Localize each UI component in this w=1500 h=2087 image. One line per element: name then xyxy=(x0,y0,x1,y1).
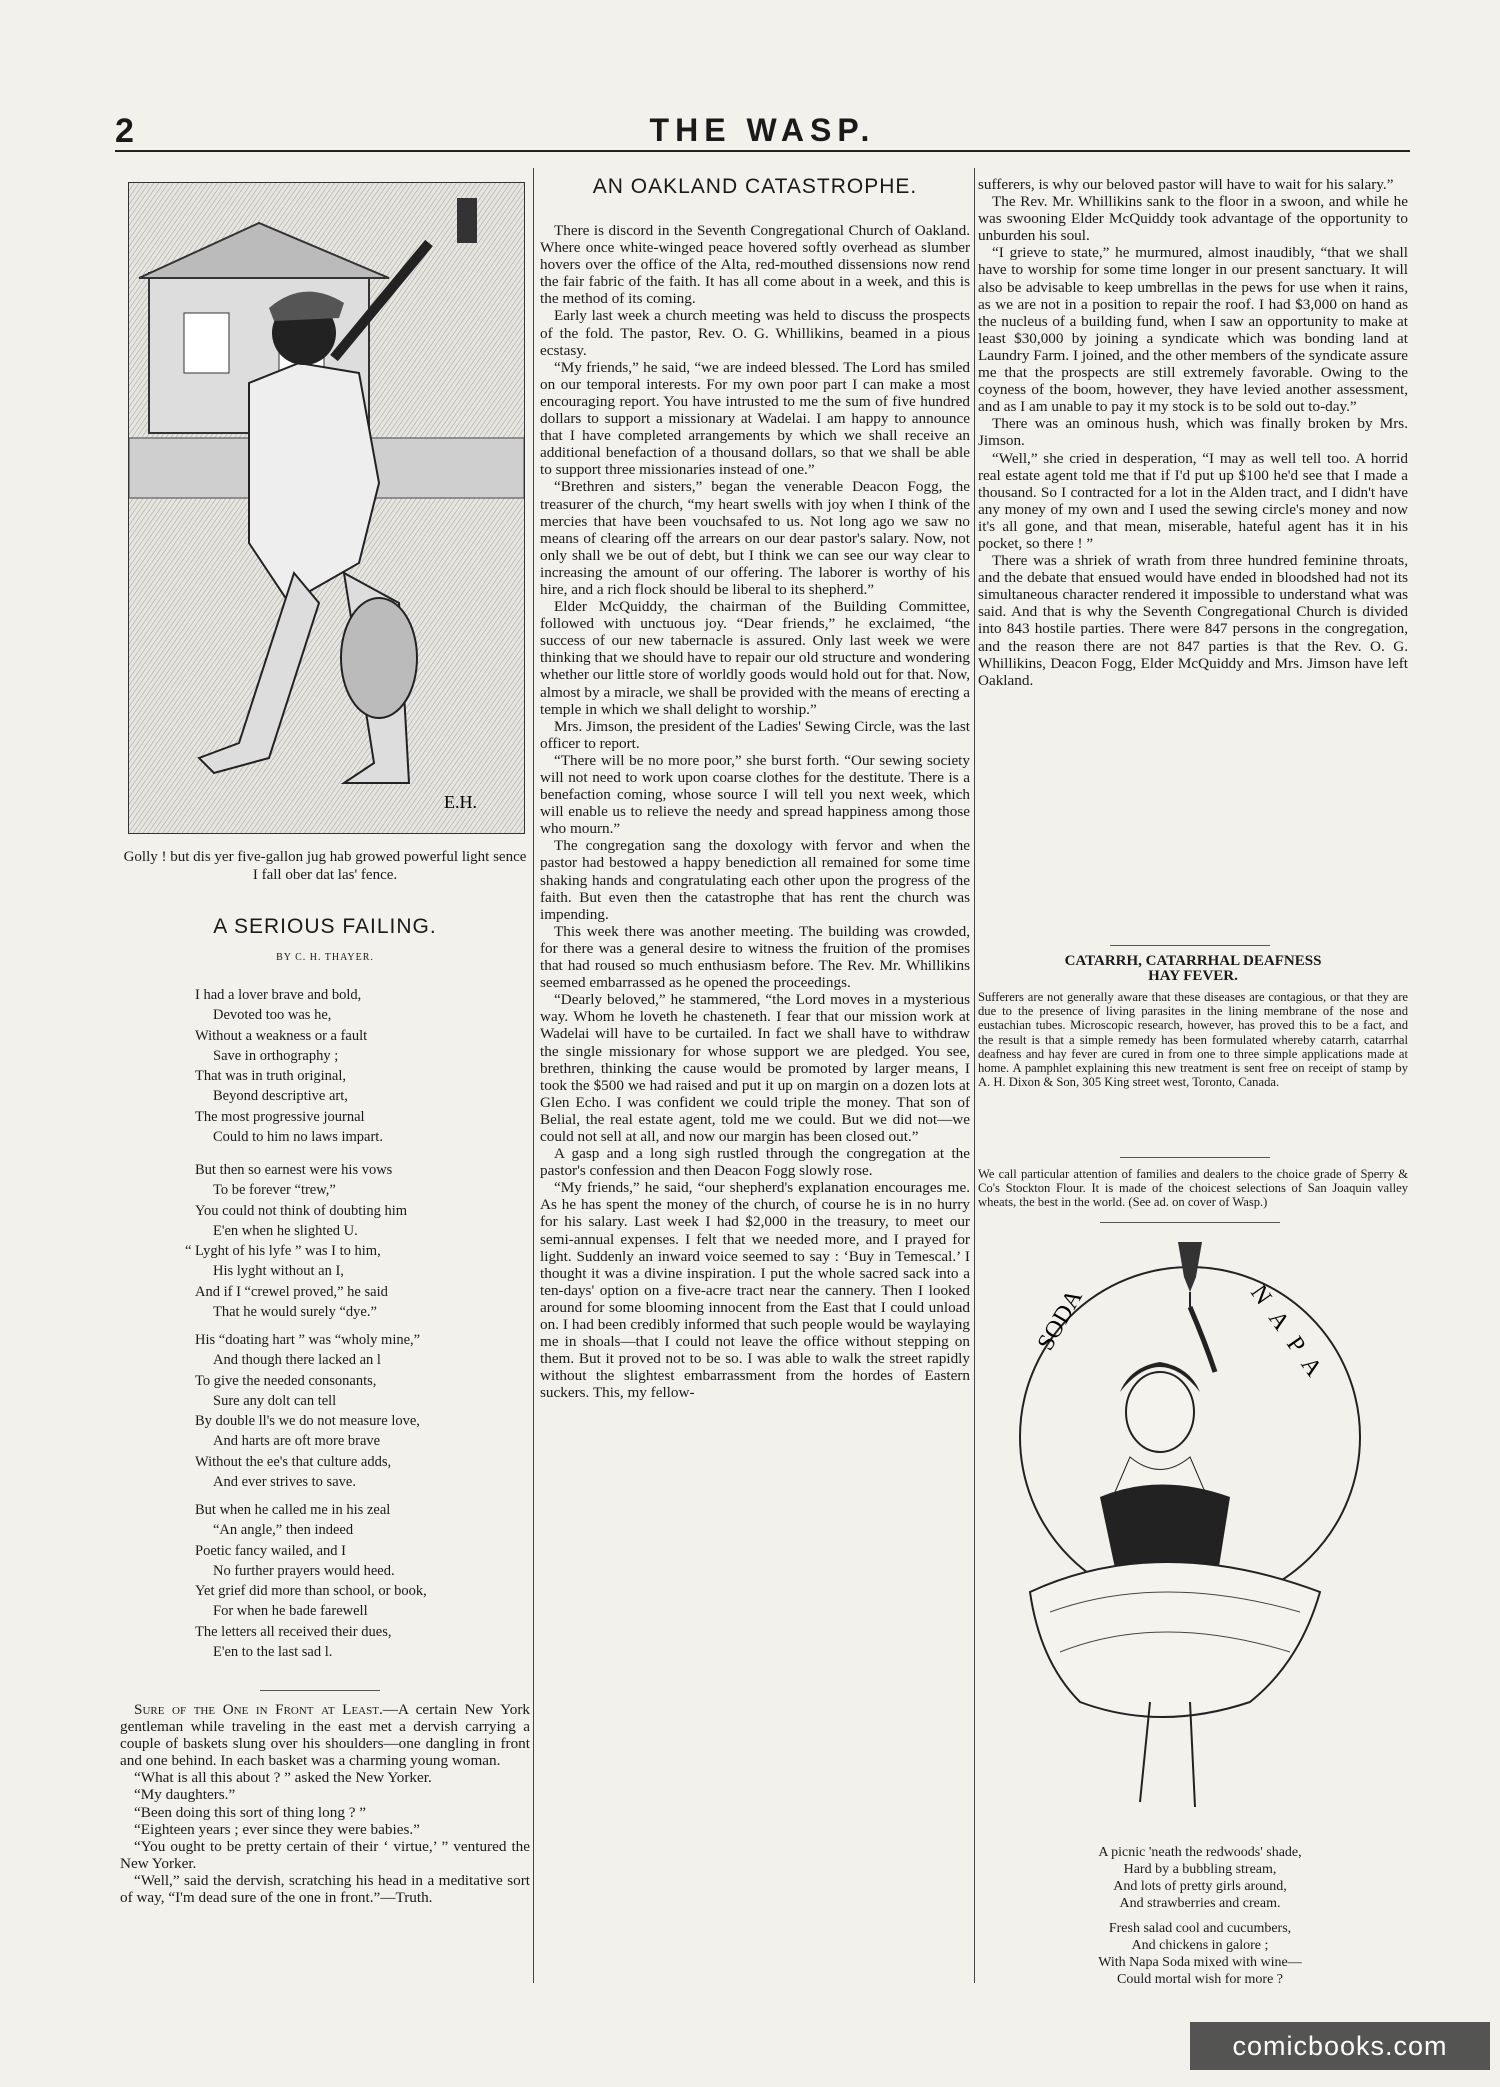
column-rule xyxy=(974,168,975,1983)
article-paragraph: “Brethren and sisters,” began the venerable Deacon Fogg, the treasurer of the church, “my heart swells with joy when I think of the mercies that have been vouchsafed to us. Not long ago we saw no means of clearing off the arrears on our dear pastor's salary. Now, not only shall we be out of debt, but I think we can see our way clear to increasing the amount of our offering. The laborer is worthy of his hire, and a rich flock should be liberal to its shepherd.” xyxy=(540,478,970,598)
verse-line: Fresh salad cool and cucumbers, xyxy=(1108,1921,1292,1936)
poem-line: Poetic fancy wailed, and I xyxy=(195,1542,346,1559)
article-paragraph: “My friends,” he said, “our shepherd's explanation encourages me. As he has spent the money of the church, of course he is in no hurry for his salary. Last week I had $2,000 in the treasury, to meet our semi-annual expenses. I felt that we needed more, and I prayed for light. Suddenly an inward voice seemed to say : ‘Buy in Temescal.’ I thought it was a divine inspiration. I put the whole sacred sack into a ten-days' option on a five-acre tract near the cannery. Then I looked around for some blooming innocent from the East that I could unload on. I had been credibly informed that such people would be waylaying me in shoals—that I could not leave the office without stepping on them. But it proved not to be so. I was able to walk the street rapidly without the slightest embarrassment from the hordes of Eastern suckers. This, my fellow- xyxy=(540,1179,970,1402)
article-paragraph: sufferers, is why our beloved pastor will have to wait for his salary.” xyxy=(978,176,1394,193)
anecdote-heading: Sure of the One in Front at Least. xyxy=(134,1701,383,1718)
page-header xyxy=(115,110,1410,152)
poem-line: Sure any dolt can tell xyxy=(213,1392,337,1409)
poem-line: Devoted too was he, xyxy=(213,1007,332,1024)
poem-line: E'en to the last sad l. xyxy=(213,1644,333,1661)
poem-line: By double ll's we do not measure love, xyxy=(195,1413,420,1430)
poem-line: “ Lyght of his lyfe ” was I to him, xyxy=(185,1243,381,1260)
poem-line: But then so earnest were his vows xyxy=(195,1162,393,1178)
article-paragraph: There is discord in the Seventh Congregational Church of Oakland. Where once white-winged peace hovered softly overhead as slumber hovers over the office of the Alta, red-mouthed dissensions now rend the fair fabric of the faith. It has all come about in a week, and this is the method of its coming. xyxy=(540,222,970,308)
watermark: comicbooks.com xyxy=(1190,2022,1490,2070)
poem-line: The most progressive journal xyxy=(195,1108,365,1125)
verse-line: And lots of pretty girls around, xyxy=(1113,1879,1287,1894)
divider xyxy=(1100,1222,1280,1223)
poem-line: And harts are oft more brave xyxy=(213,1433,381,1450)
article-continuation xyxy=(978,176,1408,689)
poem-stanza xyxy=(195,1330,535,1492)
catarrh-advert-text: Sufferers are not generally aware that these diseases are contagious, or that they are due to the presence of living parasites in the lining membrane of the nose and eustachian tubes. Microscopic research, however, has proved this to be a fact, and the result is that a simple remedy has been formulated whereby catarrh, catarrhal deafness and hay fever are cured in from one to three simple applications made at home. A pamphlet explaining this new treatment is sent free on receipt of stamp by A. H. Dixon & Son, 305 King street west, Toronto, Canada. xyxy=(978,990,1408,1090)
article-paragraph: The Rev. Mr. Whillikins sank to the floor in a swoon, and while he was swooning Elder McQuiddy took advantage of the opportunity to unburden his soul. xyxy=(978,193,1408,245)
poem-line: To give the needed consonants, xyxy=(195,1372,377,1389)
poem-line: And if I “crewel proved,” he said xyxy=(195,1283,388,1300)
napa-verse xyxy=(1000,1920,1400,1988)
anecdote-paragraph: “Well,” said the dervish, scratching his head in a meditative sort of way, “I'm dead sure of the one in front.”—Truth. xyxy=(120,1871,530,1907)
divider xyxy=(260,1690,380,1691)
verse-line: And strawberries and cream. xyxy=(1119,1896,1281,1911)
article-paragraph: “My friends,” he said, “we are indeed blessed. The Lord has smiled on our temporal interests. For my own poor part I can make a most encouraging report. You have intrusted to me the sum of five hundred dollars to support a missionary at Wadelai. I am happy to announce that I have completed arrangements by which we shall receive an additional benefaction of a thousand dollars, so that we shall be able to support three missionaries instead of one.” xyxy=(540,358,970,479)
poem-stanza xyxy=(195,985,535,1147)
flour-notice: We call particular attention of families and dealers to the choice grade of Sperry & Co's Stockton Flour. It is made of the choicest selections of San Joaquin valley wheats, the best in the world. (See ad. on cover of Wasp.) xyxy=(978,1167,1408,1210)
article-body xyxy=(540,222,970,1401)
anecdote-paragraph: “Eighteen years ; ever since they were babies.” xyxy=(134,1820,420,1838)
article-title: AN OAKLAND CATASTROPHE. xyxy=(592,175,918,198)
anecdote-paragraph: Sure of the One in Front at Least.—A certain New York gentleman while traveling in the east met a dervish carrying a couple of baskets slung over his shoulders—one dangling in front and one behind. In each basket was a charming young woman. xyxy=(120,1701,530,1770)
article-paragraph: “Dearly beloved,” he stammered, “the Lord moves in a mysterious way. Whom he loveth he chasteneth. I fear that our mission work at Wadelai will have to be curtailed. In fact we shall have to withdraw the single missionary for whose support we are pledged. You see, brethren, thinking the cause would be promoted by larger means, I took the $500 we had raised and put it up on margin on a dozen lots at Glen Echo. I was confident we could triple the money. That son of Belial, the real estate agent, told me we could. But we did not—we could not sell at all, and now our margin has been closed out.” xyxy=(540,991,970,1145)
verse-line: With Napa Soda mixed with wine— xyxy=(1098,1955,1302,1970)
poem-line: You could not think of doubting him xyxy=(195,1202,408,1219)
article-paragraph: This week there was another meeting. The building was crowded, for there was a general desire to witness the fruition of the promises that had roused so much enthusiasm before. The Rev. Mr. Whillikins seemed embarrassed as he opened the proceedings. xyxy=(540,922,970,992)
poem-stanza xyxy=(185,1160,535,1322)
poem-line: The letters all received their dues, xyxy=(195,1623,392,1640)
poem-line: No further prayers would heed. xyxy=(213,1562,395,1579)
poem-line: But when he called me in his zeal xyxy=(195,1502,391,1518)
poem-line: Without the ee's that culture adds, xyxy=(195,1453,392,1470)
divider xyxy=(1110,945,1270,946)
verse-line: Hard by a bubbling stream, xyxy=(1123,1862,1277,1877)
article-paragraph: “There will be no more poor,” she burst forth. “Our sewing society will not need to work upon coarse clothes for the destitute. There is a benefaction coming, whose source I will tell you next week, which will enable us to relieve the needy and spread happiness among those who mourn.” xyxy=(540,751,970,838)
anecdote-paragraph: “What is all this about ? ” asked the New Yorker. xyxy=(134,1769,432,1787)
poem-line: “An angle,” then indeed xyxy=(213,1522,354,1539)
poem-line: Yet grief did more than school, or book, xyxy=(195,1583,427,1600)
article-paragraph: Elder McQuiddy, the chairman of the Building Committee, followed with unctuous joy. “Dear friends,” he exclaimed, “the success of our new tabernacle is assured. Only last week we were thinking that we should have to repair our old structure and wondering whether our little store of worldly goods would hold out for that. Now, almost by a miracle, we shall be provided with the means of erecting a temple in which we shall delight to worship.” xyxy=(540,598,970,718)
poem-line: Beyond descriptive art, xyxy=(213,1088,348,1105)
poem-line: To be forever “trew,” xyxy=(213,1182,336,1199)
anecdote-sure-of-one xyxy=(120,1701,530,1906)
anecdote-paragraph: “My daughters.” xyxy=(134,1786,236,1804)
article-paragraph: The congregation sang the doxology with fervor and when the pastor had bestowed a happy benediction all remained for some time shaking hands and congratulating each other upon the progress of the faith. But even then the catastrophe that has rent the church was impending. xyxy=(540,837,970,923)
poem-title: A SERIOUS FAILING. xyxy=(213,915,437,938)
cartoon-illustration xyxy=(128,182,525,834)
poem-line: For when he bade farewell xyxy=(213,1603,368,1620)
anecdote-paragraph: “You ought to be pretty certain of their ‘ virtue,’ ” ventured the New Yorker. xyxy=(120,1837,530,1872)
verse-line: And chickens in galore ; xyxy=(1131,1938,1269,1953)
verse-line: A picnic 'neath the redwoods' shade, xyxy=(1098,1845,1302,1860)
article-paragraph: There was a shriek of wrath from three hundred feminine throats, and the debate that ensued would have ended in bloodshed had not its simultaneous character rendered it impossible to understand what was said. And that is why the Seventh Congregational Church is divided into 843 hostile parties. There were 847 persons in the congregation, and the reason there are not 847 parties is that the Rev. O. G. Whillikins, Deacon Fogg, Elder McQuiddy and Mrs. Jimson have left Oakland. xyxy=(978,552,1408,689)
poem-byline: BY C. H. THAYER. xyxy=(276,952,374,963)
poem-line: That he would surely “dye.” xyxy=(213,1304,377,1321)
poem-line: His lyght without an I, xyxy=(213,1263,344,1280)
article-paragraph: “I grieve to state,” he murmured, almost inaudibly, “that we shall have to worship for some time longer in our present sanctuary. It will also be advisable to keep umbrellas in the pews for use when it rains, as we are not in a position to repair the roof. I had $3,000 on hand as the nucleus of a building fund, when I saw an opportunity to make at least $30,000 by joining a syndicate which was bonding land at Laundry Farm. I joined, and the other members of the syndicate assure me that the prospects are still extremely favorable. Owing to the coyness of the boom, however, they have levied another assessment, and as I am unable to pay it my stock is to be sold out to-day.” xyxy=(978,244,1408,416)
poem-line: And though there lacked an l xyxy=(213,1352,381,1369)
masthead: THE WASP. xyxy=(649,112,876,148)
anecdote-paragraph: “Been doing this sort of thing long ? ” xyxy=(134,1803,366,1821)
article-paragraph: Mrs. Jimson, the president of the Ladies' Sewing Circle, was the last officer to report. xyxy=(540,717,970,752)
artist-signature: E.H. xyxy=(444,792,477,812)
poem-line: E'en when he slighted U. xyxy=(213,1222,358,1239)
article-paragraph: Early last week a church meeting was held to discuss the prospects of the fold. The pastor, Rev. O. G. Whillikins, beamed in a pious ecstasy. xyxy=(540,307,970,359)
poem-stanza xyxy=(195,1500,535,1662)
article-paragraph: There was an ominous hush, which was finally broken by Mrs. Jimson. xyxy=(978,415,1408,450)
poem-line: I had a lover brave and bold, xyxy=(195,987,362,1003)
napa-arc-text: NAPA xyxy=(1245,1280,1335,1394)
divider xyxy=(1120,1157,1270,1158)
poem-line: Could to him no laws impart. xyxy=(213,1129,383,1146)
poem-line: That was in truth original, xyxy=(195,1068,347,1085)
poem-line: Without a weakness or a fault xyxy=(195,1027,368,1044)
soda-arc-text: SODA xyxy=(1032,1285,1088,1355)
poem-line: Save in orthography ; xyxy=(213,1047,339,1064)
article-paragraph: “Well,” she cried in desperation, “I may as well tell too. A horrid real estate agent told me that if I'd put up $100 he'd see that I made a thousand. So I contracted for a lot in the Alden tract, and I didn't have any money of my own and I used the sewing circle's money and now it's all gone, and that mean, miserable, hateful agent has it in his pocket, so there ! ” xyxy=(978,449,1408,552)
article-paragraph: A gasp and a long sigh rustled through the congregation at the pastor's confession and then Deacon Fogg slowly rose. xyxy=(540,1145,970,1180)
verse-line: Could mortal wish for more ? xyxy=(1116,1972,1284,1987)
page-number: 2 xyxy=(115,112,134,150)
cartoon-caption: Golly ! but dis yer five-gallon jug hab growed powerful light sence I fall ober dat las' fence. xyxy=(123,849,527,883)
napa-verse xyxy=(1000,1844,1400,1912)
catarrh-heading-line: CATARRH, CATARRHAL DEAFNESS xyxy=(1064,953,1322,969)
napa-soda-illustration xyxy=(990,1232,1390,1832)
poem-line: His “doating hart ” was “wholy mine,” xyxy=(195,1332,421,1348)
poem-line: And ever strives to save. xyxy=(213,1474,356,1491)
catarrh-heading xyxy=(978,954,1408,984)
catarrh-heading-line: HAY FEVER. xyxy=(1148,968,1238,984)
